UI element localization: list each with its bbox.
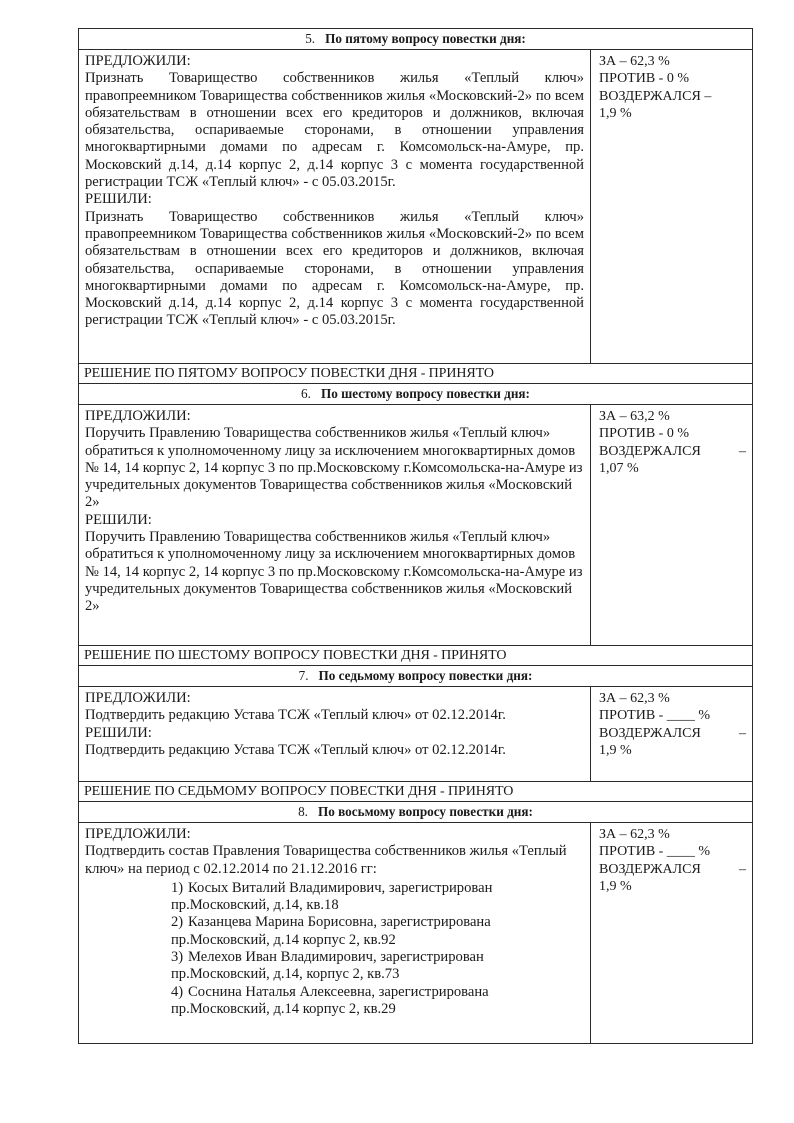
member-address: пр.Московский, д.14 корпус 2, кв.92 bbox=[171, 931, 396, 948]
question-6-body-row bbox=[79, 405, 753, 646]
list-item bbox=[85, 949, 584, 984]
member-name: Мелехов Иван Владимирович, зарегистрирован bbox=[188, 949, 484, 966]
vote-abstain-label: ВОЗДЕРЖАЛСЯ bbox=[599, 861, 701, 877]
vote-abstain-dash: – bbox=[739, 861, 747, 877]
question-6-decision: РЕШЕНИЕ ПО ШЕСТОМУ ВОПРОСУ ПОВЕСТКИ ДНЯ - ПРИНЯТО bbox=[79, 646, 753, 666]
question-7-decision: РЕШЕНИЕ ПО СЕДЬМОМУ ВОПРОСУ ПОВЕСТКИ ДНЯ - ПРИНЯТО bbox=[79, 782, 753, 802]
decided-label: РЕШИЛИ: bbox=[85, 724, 152, 741]
question-number: 8. bbox=[298, 804, 308, 819]
question-number: 5. bbox=[305, 31, 316, 46]
question-7-title-row bbox=[79, 666, 753, 687]
decided-label: РЕШИЛИ: bbox=[85, 511, 152, 528]
question-7-votes bbox=[591, 687, 753, 782]
proposed-label: ПРЕДЛОЖИЛИ: bbox=[85, 826, 191, 842]
vote-abstain-dash: – bbox=[739, 443, 747, 459]
vote-against: ПРОТИВ - 0 % bbox=[599, 426, 690, 442]
question-5-votes bbox=[591, 50, 753, 364]
vote-abstain-value: 1,9 % bbox=[599, 878, 632, 894]
question-5-body-row bbox=[79, 50, 753, 364]
question-5-decision: РЕШЕНИЕ ПО ПЯТОМУ ВОПРОСУ ПОВЕСТКИ ДНЯ - ПРИНЯТО bbox=[79, 364, 753, 384]
question-number: 6. bbox=[301, 386, 311, 401]
proposed-text: Поручить Правлению Товарищества собственников жилья «Теплый ключ» обратиться к уполномоченному лицу за исключением многоквартирных домов № 14, 14 корпус 2, 14 корпус 3 по пр.Московскому г.Комсомольска-на-Амуре из учредительных документов Товарищества собственников жилья «Московский 2» bbox=[85, 425, 583, 511]
decided-text: Поручить Правлению Товарищества собственников жилья «Теплый ключ» обратиться к уполномоченному лицу за исключением многоквартирных домов № 14, 14 корпус 2, 14 корпус 3 по пр.Московскому г.Комсомольска-на-Амуре из учредительных документов Товарищества собственников жилья «Московский 2» bbox=[85, 529, 583, 615]
question-8-title-row bbox=[79, 802, 753, 823]
list-marker: 1) bbox=[171, 879, 184, 896]
question-6-body bbox=[79, 405, 591, 646]
vote-abstain bbox=[599, 861, 746, 878]
question-title: По восьмому вопросу повестки дня: bbox=[317, 804, 533, 819]
proposed-label: ПРЕДЛОЖИЛИ: bbox=[85, 53, 191, 69]
member-name: Казанцева Марина Борисовна, зарегистрирована bbox=[188, 914, 491, 931]
member-address: пр.Московский, д.14, корпус 2, кв.73 bbox=[171, 966, 400, 983]
member-name: Косых Виталий Владимирович, зарегистрирован bbox=[188, 879, 493, 896]
vote-abstain-label: ВОЗДЕРЖАЛСЯ bbox=[599, 725, 701, 741]
vote-abstain-value: 1,07 % bbox=[599, 460, 639, 476]
vote-against: ПРОТИВ - ____ % bbox=[599, 844, 711, 860]
question-8-body bbox=[79, 823, 591, 1044]
question-6-title bbox=[79, 384, 753, 405]
proposed-text: Подтвердить состав Правления Товарищества собственников жилья «Теплый ключ» на период с 02.12.2014 по 21.12.2016 гг: bbox=[85, 843, 567, 877]
question-7-decision-row bbox=[79, 782, 753, 802]
question-title: По шестому вопросу повестки дня: bbox=[320, 386, 530, 401]
question-6-votes bbox=[591, 405, 753, 646]
question-8-body-row bbox=[79, 823, 753, 1044]
decided-text: Подтвердить редакцию Устава ТСЖ «Теплый ключ» от 02.12.2014г. bbox=[85, 741, 506, 758]
question-6-title-row bbox=[79, 384, 753, 405]
list-item bbox=[85, 984, 584, 1019]
vote-against: ПРОТИВ - 0 % bbox=[599, 71, 690, 87]
proposed-text: Подтвердить редакцию Устава ТСЖ «Теплый ключ» от 02.12.2014г. bbox=[85, 707, 506, 724]
vote-for: ЗА – 63,2 % bbox=[599, 409, 670, 424]
question-5-title-row bbox=[79, 29, 753, 50]
question-8-title bbox=[79, 802, 753, 823]
proposed-text: Признать Товарищество собственников жилья «Теплый ключ» правопреемником Товарищества собственников жилья «Московский-2» по всем обязательствам в отношении всех его кредиторов и должников, включая обязательства, оспариваемые сторонами, в отношении управления многоквартирными домами по адресам г. Комсомольск-на-Амуре, пр. Московский д.14, д.14 корпус 2, д.14 корпус 3 с момента государственной регистрации ТСЖ «Теплый ключ» - с 05.03.2015г. bbox=[85, 70, 584, 191]
vote-for: ЗА – 62,3 % bbox=[599, 827, 670, 842]
question-title: По пятому вопросу повестки дня: bbox=[325, 31, 526, 46]
decided-text: Признать Товарищество собственников жилья «Теплый ключ» правопреемником Товарищества собственников жилья «Московский-2» по всем обязательствам в отношении всех его кредиторов и должников, включая обязательства, оспариваемые сторонами, в отношении управления многоквартирными домами по адресам г. Комсомольск-на-Амуре, пр. Московский д.14, д.14 корпус 2, д.14 корпус 3 с момента государственной регистрации ТСЖ «Теплый ключ» - с 05.03.2015г. bbox=[85, 208, 584, 329]
vote-against: ПРОТИВ - ____ % bbox=[599, 708, 711, 724]
proposed-label: ПРЕДЛОЖИЛИ: bbox=[85, 408, 191, 424]
question-number: 7. bbox=[298, 668, 309, 683]
question-6-decision-row bbox=[79, 646, 753, 666]
list-marker: 4) bbox=[171, 983, 184, 1000]
question-5-title bbox=[79, 29, 753, 50]
question-7-body-row bbox=[79, 687, 753, 782]
list-item bbox=[85, 914, 584, 949]
member-address: пр.Московский, д.14, кв.18 bbox=[171, 897, 339, 914]
question-7-title bbox=[79, 666, 753, 687]
list-marker: 3) bbox=[171, 949, 184, 966]
protocol-table bbox=[78, 28, 753, 1044]
list-marker: 2) bbox=[171, 914, 184, 931]
question-7-body bbox=[79, 687, 591, 782]
question-5-decision-row bbox=[79, 364, 753, 384]
vote-abstain: ВОЗДЕРЖАЛСЯ – bbox=[599, 88, 712, 104]
board-members-list bbox=[85, 880, 584, 1018]
proposed-label: ПРЕДЛОЖИЛИ: bbox=[85, 690, 191, 706]
vote-abstain-dash: – bbox=[739, 725, 747, 741]
member-name: Соснина Наталья Алексеевна, зарегистрирована bbox=[188, 983, 489, 1000]
vote-for: ЗА – 62,3 % bbox=[599, 54, 670, 69]
vote-abstain-value: 1,9 % bbox=[599, 742, 632, 758]
list-item bbox=[85, 880, 584, 915]
vote-abstain-label: ВОЗДЕРЖАЛСЯ bbox=[599, 443, 701, 459]
vote-abstain bbox=[599, 725, 746, 742]
question-8-votes bbox=[591, 823, 753, 1044]
question-5-body bbox=[79, 50, 591, 364]
vote-abstain bbox=[599, 443, 746, 460]
vote-abstain-value: 1,9 % bbox=[599, 105, 632, 121]
vote-for: ЗА – 62,3 % bbox=[599, 691, 670, 706]
question-title: По седьмому вопросу повестки дня: bbox=[318, 668, 533, 683]
decided-label: РЕШИЛИ: bbox=[85, 191, 152, 208]
member-address: пр.Московский, д.14 корпус 2, кв.29 bbox=[171, 1000, 396, 1017]
